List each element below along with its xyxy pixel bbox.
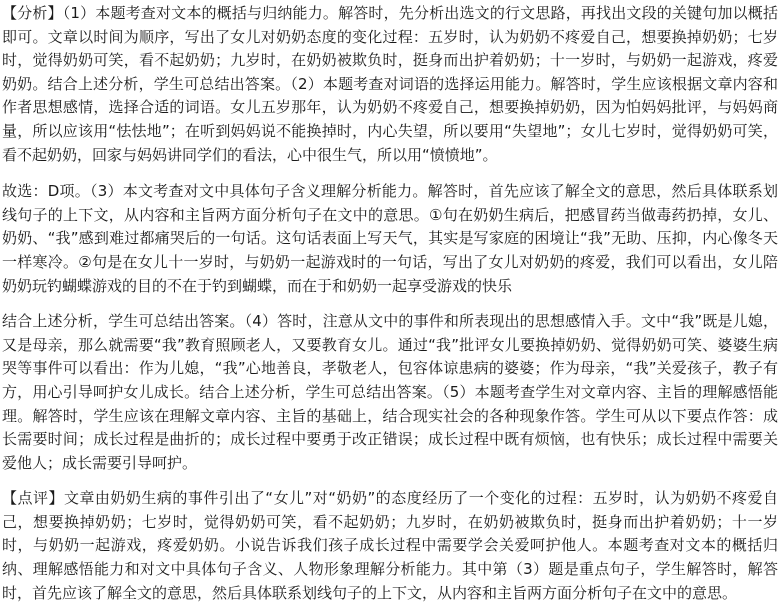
answer-choice-paragraph: 故选：D项。（3）本文考查对文中具体句子含义理解分析能力。解答时，首先应该了解全文的意思，然后具体联系划线句子的上下文，从内容和主旨两方面分析句子在文中的意思。①句在奶奶生病后，把感冒药当做毒药扔掉，女儿、奶奶、“我”感到难过都痛哭后的一句话。这句话表面上写天气，其实是写家庭的困境让“我”无助、压抑，内心像冬天一样寒冷。②句是在女儿十一岁时，与奶奶一起游戏时的一句话，写出了女儿对奶奶的疼爱，我们可以看出，女儿陪奶奶玩钓蝴蝶游戏的目的不在于钓到蝴蝶，而在于和奶奶一起享受游戏的快乐	[2, 182, 778, 295]
analysis-paragraph: 【分析】（1）本题考查对文本的概括与归纳能力。解答时，先分析出选文的行文思路，再找出文段的关键句加以概括即可。文章以时间为顺序，写出了女儿对奶奶态度的变化过程：五岁时，认为奶奶不疼爱自己，想要换掉奶奶；七岁时，觉得奶奶可笑，看不起奶奶；九岁时，在奶奶被欺负时，挺身而出护着奶奶；十一岁时，与奶奶一起游戏，疼爱奶奶。结合上述分析，学生可总结出答案。（2）本题考查对词语的选择运用能力。解答时，学生应该根据文章内容和作者思想感情，选择合适的词语。女儿五岁那年，认为奶奶不疼爱自己，想要换掉奶奶，因为怕妈妈批评，与妈妈商量，所以应该用“怯怯地”；在听到妈妈说不能换掉时，内心失望，所以要用“失望地”；女儿七岁时，觉得奶奶可笑，看不起奶奶，回家与妈妈讲同学们的看法，心中很生气，所以用“愤愤地”。	[2, 4, 778, 164]
comment-paragraph: 【点评】文章由奶奶生病的事件引出了“女儿”对“奶奶”的态度经历了一个变化的过程：五岁时，认为奶奶不疼爱自己，想要换掉奶奶；七岁时，觉得奶奶可笑，看不起奶奶；九岁时，在奶奶被欺负时，挺身而出护着奶奶；十一岁时，与奶奶一起游戏，疼爱奶奶。小说告诉我们孩子成长过程中需要学会关爱呵护他人。本题考查对文本的概括归纳、理解感悟能力和对文中具体句子含义、人物形象理解分析能力。其中第（3）题是重点句子，学生解答时，解答时，首先应该了解全文的意思，然后具体联系划线句子的上下文，从内容和主旨两方面分析句子在文中的意思。	[2, 489, 778, 602]
summary-paragraph: 结合上述分析，学生可总结出答案。（4）答时，注意从文中的事件和所表现出的思想感情入手。文中“我”既是儿媳，又是母亲，那么就需要“我”教育照顾老人，又要教育女儿。通过“我”批评女儿要换掉奶奶、觉得奶奶可笑、婆婆生病哭等事件可以看出：作为儿媳，“我”心地善良，孝敬老人，包容体谅患病的婆婆；作为母亲，“我”关爱孩子，教子有方，用心引导呵护女儿成长。结合上述分析，学生可总结出答案。（5）本题考查学生对文章内容、主旨的理解感悟能理。解答时，学生应该在理解文章内容、主旨的基础上，结合现实社会的各种现象作答。学生可从以下要点作答：成长需要时间；成长过程是曲折的；成长过程中要勇于改正错误；成长过程中既有烦恼，也有快乐；成长过程中需要关爱他人；成长需要引导呵护。	[2, 312, 778, 472]
answer-document	[2, 2, 778, 605]
